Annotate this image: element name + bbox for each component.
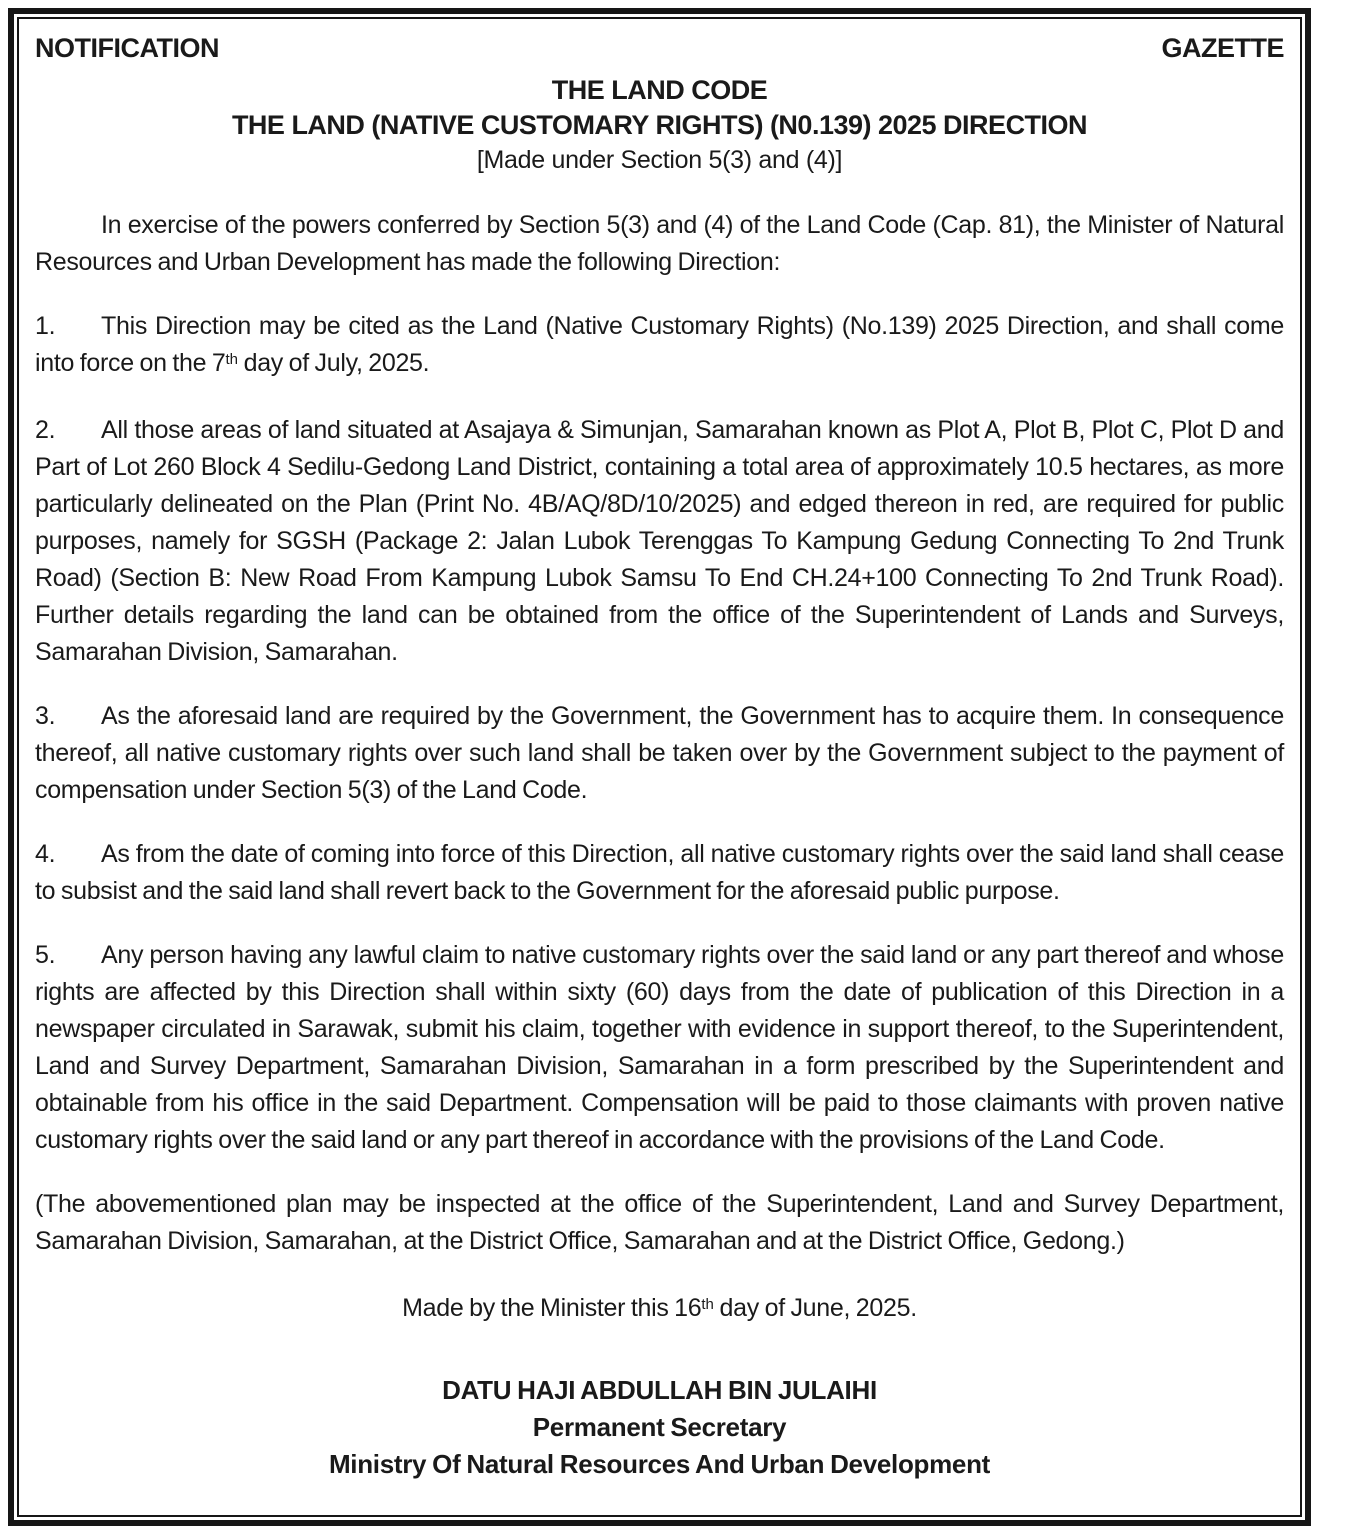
signature-block	[35, 1372, 1284, 1483]
item-3-number: 3.	[35, 702, 56, 730]
item-1-text: This Direction may be cited as the Land (Native Customary Rights) (No.139) 2025 Direction, and shall come into force on the 7	[35, 312, 1284, 377]
item-4-number: 4.	[35, 840, 56, 868]
item-2-number: 2.	[35, 416, 56, 444]
document-frame	[8, 8, 1311, 1526]
preamble-paragraph: In exercise of the powers conferred by Section 5(3) and (4) of the Land Code (Cap. 81), the Minister of Natural Resources and Urban Development has made the following Direction:	[35, 211, 1284, 276]
made-by-text: Made by the Minister this 16	[402, 1294, 702, 1322]
direction-item-1	[35, 308, 1284, 385]
masthead-notification-label: NOTIFICATION	[35, 33, 219, 63]
document-page	[17, 17, 1302, 1517]
made-by-text-end: day of June, 2025.	[713, 1294, 917, 1322]
masthead-gazette-label: GAZETTE	[1161, 33, 1284, 63]
signatory-title: Permanent Secretary	[532, 1412, 787, 1442]
made-by-ordinal-suffix: th	[701, 1295, 714, 1313]
item-2-text: All those areas of land situated at Asajaya & Simunjan, Samarahan known as Plot A, Plot B, Plot C, Plot D and Part of Lot 260 Block 4 Sedilu-Gedong Land District, containing a total area of approximately 10.5 hectares, as more particularly delineated on the Plan (Print No. 4B/AQ/8D/10/2025) and edged thereon in red, are required for public purposes, namely for SGSH (Package 2: Jalan Lubok Terenggas To Kampung Gedung Connecting To 2nd Trunk Road) (Section B: New Road From Kampung Lubok Samsu To End CH.24+100 Connecting To 2nd Trunk Road). Further details regarding the land can be obtained from the office of the Superintendent of Lands and Surveys, Samarahan Division, Samarahan.	[35, 416, 1284, 666]
direction-item-3	[35, 698, 1284, 809]
item-1-ordinal-suffix: th	[225, 350, 238, 368]
item-3-text: As the aforesaid land are required by the Government, the Government has to acquire them. In consequence thereof, all native customary rights over such land shall be taken over by the Government subject to the payment of compensation under Section 5(3) of the Land Code.	[35, 702, 1284, 804]
title-block	[35, 73, 1284, 177]
direction-item-5	[35, 937, 1284, 1159]
item-1-number: 1.	[35, 312, 56, 340]
document-title: THE LAND CODE	[551, 75, 768, 105]
signatory-ministry: Ministry Of Natural Resources And Urban Development	[328, 1449, 991, 1479]
item-5-text: Any person having any lawful claim to native customary rights over the said land or any part thereof and whose rights are affected by this Direction shall within sixty (60) days from the date of publication of this Direction in a newspaper circulated in Sarawak, submit his claim, together with evidence in support thereof, to the Superintendent, Land and Survey Department, Samarahan Division, Samarahan in a form prescribed by the Superintendent and obtainable from his office in the said Department. Compensation will be paid to those claimants with proven native customary rights over the said land or any part thereof in accordance with the provisions of the Land Code.	[35, 941, 1284, 1154]
direction-item-2	[35, 412, 1284, 671]
direction-item-4	[35, 836, 1284, 910]
masthead	[35, 31, 1284, 65]
document-subtitle: THE LAND (NATIVE CUSTOMARY RIGHTS) (N0.139) 2025 DIRECTION	[231, 110, 1088, 140]
enabling-provision: [Made under Section 5(3) and (4)]	[476, 146, 843, 174]
item-5-number: 5.	[35, 941, 56, 969]
item-4-text: As from the date of coming into force of this Direction, all native customary rights over the said land shall cease to subsist and the said land shall revert back to the Government for the aforesaid public purpose.	[35, 840, 1284, 905]
item-1-text-end: day of July, 2025.	[237, 349, 430, 377]
signatory-name: DATU HAJI ABDULLAH BIN JULAIHI	[442, 1375, 877, 1405]
document-body	[35, 207, 1284, 1483]
made-by-line	[35, 1290, 1284, 1330]
plan-inspection-note: (The abovementioned plan may be inspected at the office of the Superintendent, Land and Survey Department, Samarahan Division, Samarahan, at the District Office, Samarahan and at the District Office, Gedong.)	[35, 1190, 1284, 1255]
